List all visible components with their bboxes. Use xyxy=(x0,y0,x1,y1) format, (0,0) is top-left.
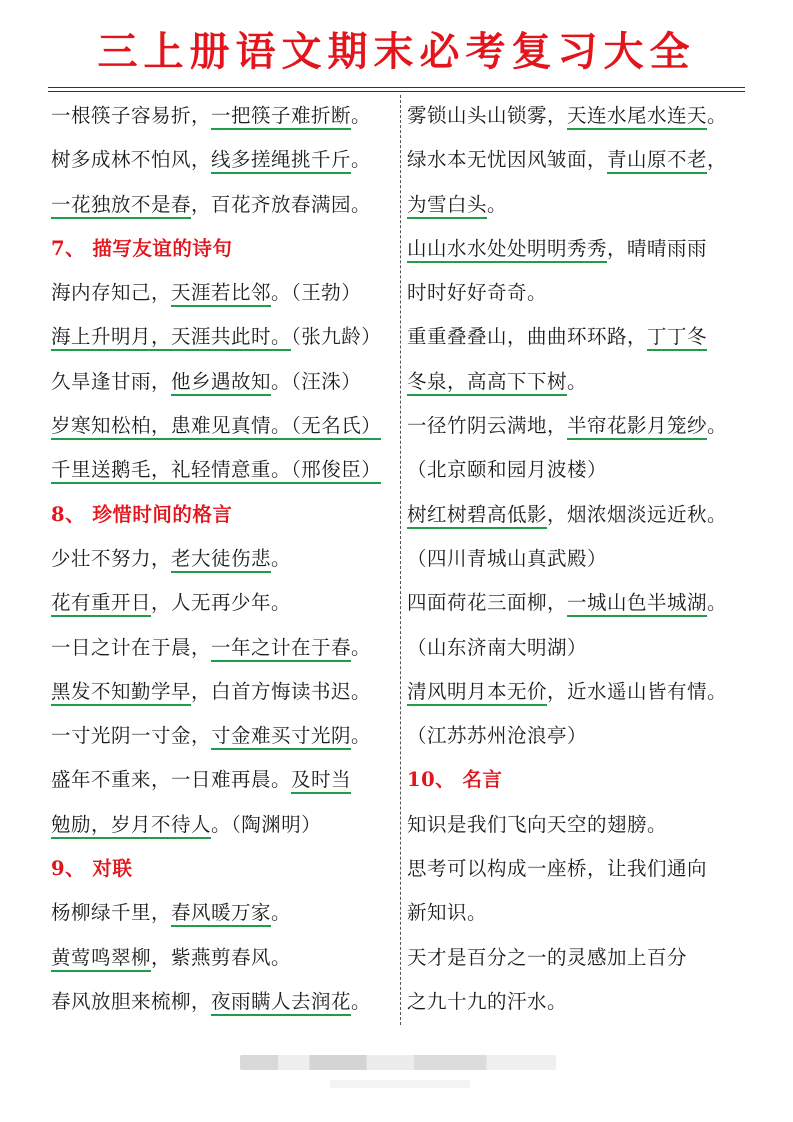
text-line xyxy=(407,315,752,359)
underlined-phrase: 一年之计在于春 xyxy=(211,636,351,662)
text-line xyxy=(51,404,396,448)
text-segment: 。 xyxy=(707,414,728,438)
underlined-phrase: 千里送鹅毛，礼轻情意重。（邢俊臣） xyxy=(51,458,381,484)
text-segment: 。 xyxy=(707,591,728,615)
text-segment: 时时好好奇奇。 xyxy=(407,281,548,305)
text-line xyxy=(407,626,752,670)
text-line xyxy=(407,803,752,847)
text-segment: 天才是百分之一的灵感加上百分 xyxy=(407,945,688,969)
underlined-phrase: 山山水水处处明明秀秀 xyxy=(407,237,607,263)
text-segment: （四川青城山真武殿） xyxy=(407,546,608,570)
text-line xyxy=(407,227,752,271)
underlined-phrase: 丁丁冬 xyxy=(647,325,707,351)
blurred-footer xyxy=(240,1055,556,1070)
text-line xyxy=(51,94,396,138)
underlined-phrase: 清风明月本无价 xyxy=(407,680,547,706)
text-line xyxy=(407,670,752,714)
underlined-phrase: 夜雨瞒人去润花 xyxy=(211,990,351,1016)
text-line xyxy=(407,581,752,625)
underlined-phrase: 春风暖万家 xyxy=(171,901,271,927)
text-line xyxy=(51,183,396,227)
underlined-phrase: 青山原不老 xyxy=(607,148,707,174)
text-line xyxy=(407,271,752,315)
text-segment: 。（陶渊明） xyxy=(211,812,322,836)
underlined-phrase: 黑发不知勤学早 xyxy=(51,680,191,706)
text-segment: 。 xyxy=(351,104,372,127)
text-line xyxy=(51,315,396,359)
text-segment: 。 xyxy=(351,989,372,1013)
text-line xyxy=(51,758,396,802)
text-line xyxy=(51,360,396,404)
text-segment: 。（王勃） xyxy=(271,281,362,305)
underlined-phrase: 海上升明月，天涯共此时。 xyxy=(51,325,291,351)
underlined-phrase: 天连水尾水连天 xyxy=(567,104,707,130)
text-segment: 9、 对联 xyxy=(51,857,133,881)
underlined-phrase: 寸金难买寸光阴 xyxy=(211,724,351,750)
underlined-phrase: 黄莺鸣翠柳 xyxy=(51,946,151,972)
text-segment: 8、 珍惜时间的格言 xyxy=(51,502,233,526)
text-segment: ，晴晴雨雨 xyxy=(607,236,708,260)
text-segment: ，百花齐放春满园。 xyxy=(191,192,372,216)
text-segment: 7、 描写友谊的诗句 xyxy=(51,236,233,260)
underlined-phrase: 半帘花影月笼纱 xyxy=(567,414,707,440)
left-column xyxy=(51,94,396,1024)
underlined-phrase: 花有重开日 xyxy=(51,591,151,617)
text-segment: 。 xyxy=(271,901,292,925)
text-line xyxy=(407,493,752,537)
text-line xyxy=(51,714,396,758)
text-line xyxy=(51,626,396,670)
underlined-phrase: 冬泉，高高下下树 xyxy=(407,370,567,396)
text-line xyxy=(407,138,752,182)
text-line xyxy=(51,980,396,1024)
underlined-phrase: 勉励，岁月不待人 xyxy=(51,813,211,839)
underlined-phrase: 线多搓绳挑千斤 xyxy=(211,148,351,174)
text-line xyxy=(407,847,752,891)
text-segment: 10、 名言 xyxy=(407,768,503,792)
text-segment: 。（汪洙） xyxy=(271,369,362,393)
underlined-phrase: 为雪白头 xyxy=(407,193,487,219)
text-segment: 。 xyxy=(351,635,372,659)
underlined-phrase: 树红树碧高低影 xyxy=(407,503,547,529)
text-segment: ，近水遥山皆有情。 xyxy=(547,679,728,703)
section-heading xyxy=(51,227,396,271)
page-title: 三上册语文期末必考复习大全 xyxy=(97,29,696,75)
text-segment: 树多成林不怕风， xyxy=(51,148,212,172)
text-segment: 之九十九的汗水。 xyxy=(407,989,568,1013)
blurred-footer-sub xyxy=(330,1080,470,1088)
underlined-phrase: 他乡遇故知 xyxy=(171,370,271,396)
text-line xyxy=(407,404,752,448)
text-segment: 四面荷花三面柳， xyxy=(407,591,568,615)
text-segment: 一寸光阴一寸金， xyxy=(51,724,212,748)
text-segment: 少壮不努力， xyxy=(51,546,172,570)
underlined-phrase: 老大徒伤悲 xyxy=(171,547,271,573)
text-segment: 海内存知己， xyxy=(51,281,172,305)
section-heading xyxy=(407,758,752,802)
underlined-phrase: 一花独放不是春 xyxy=(51,193,191,219)
text-segment: ， xyxy=(707,148,728,172)
text-segment: 。 xyxy=(487,192,508,216)
text-segment: （北京颐和园月波楼） xyxy=(407,458,608,482)
text-line xyxy=(51,537,396,581)
text-segment: 重重叠叠山，曲曲环环路， xyxy=(407,325,648,349)
text-segment: 。 xyxy=(567,369,588,393)
text-line xyxy=(407,936,752,980)
section-heading xyxy=(51,847,396,891)
text-line xyxy=(407,980,752,1024)
text-segment: ，人无再少年。 xyxy=(151,591,292,615)
text-segment: 。 xyxy=(707,104,728,127)
text-segment: ，白首方悔读书迟。 xyxy=(191,679,372,703)
text-segment: 。 xyxy=(351,148,372,172)
right-column xyxy=(407,94,752,1024)
text-segment: （山东济南大明湖） xyxy=(407,635,588,659)
text-line xyxy=(51,803,396,847)
text-segment: （江苏苏州沧浪亭） xyxy=(407,724,588,748)
text-line xyxy=(51,936,396,980)
underlined-phrase: 岁寒知松柏，患难见真情。（无名氏） xyxy=(51,414,381,440)
text-segment: 知识是我们飞向天空的翅膀。 xyxy=(407,812,668,836)
text-segment: 雾锁山头山锁雾， xyxy=(407,104,568,127)
text-segment: 盛年不重来，一日难再晨。 xyxy=(51,768,292,792)
text-line xyxy=(407,360,752,404)
text-line xyxy=(407,537,752,581)
title-rule-top xyxy=(48,87,745,88)
text-line xyxy=(407,94,752,138)
text-segment: 春风放胆来梳柳， xyxy=(51,989,212,1013)
text-segment: 一日之计在于晨， xyxy=(51,635,212,659)
text-line xyxy=(51,271,396,315)
text-line xyxy=(407,448,752,492)
text-line xyxy=(51,891,396,935)
underlined-phrase: 一城山色半城湖 xyxy=(567,591,707,617)
text-segment: 。 xyxy=(351,724,372,748)
text-line xyxy=(407,714,752,758)
text-line xyxy=(51,670,396,714)
section-heading xyxy=(51,493,396,537)
text-segment: ，紫燕剪春风。 xyxy=(151,945,292,969)
underlined-phrase: 及时当 xyxy=(291,768,351,794)
text-segment: ，烟浓烟淡远近秋。 xyxy=(547,502,728,526)
title-rule-bottom xyxy=(48,91,745,92)
text-line xyxy=(51,138,396,182)
text-segment: 一径竹阴云满地， xyxy=(407,414,568,438)
underlined-phrase: 天涯若比邻 xyxy=(171,281,271,307)
underlined-phrase: 一把筷子难折断 xyxy=(211,104,351,130)
text-line xyxy=(407,183,752,227)
text-line xyxy=(51,581,396,625)
text-segment: 久旱逢甘雨， xyxy=(51,369,172,393)
text-line xyxy=(407,891,752,935)
text-segment: 新知识。 xyxy=(407,901,488,925)
text-segment: 一根筷子容易折， xyxy=(51,104,212,127)
column-divider xyxy=(400,95,401,1025)
text-segment: （张九龄） xyxy=(291,325,382,349)
text-line xyxy=(51,448,396,492)
text-segment: 绿水本无忧因风皱面， xyxy=(407,148,608,172)
text-segment: 。 xyxy=(271,546,292,570)
text-segment: 杨柳绿千里， xyxy=(51,901,172,925)
text-segment: 思考可以构成一座桥，让我们通向 xyxy=(407,857,708,881)
